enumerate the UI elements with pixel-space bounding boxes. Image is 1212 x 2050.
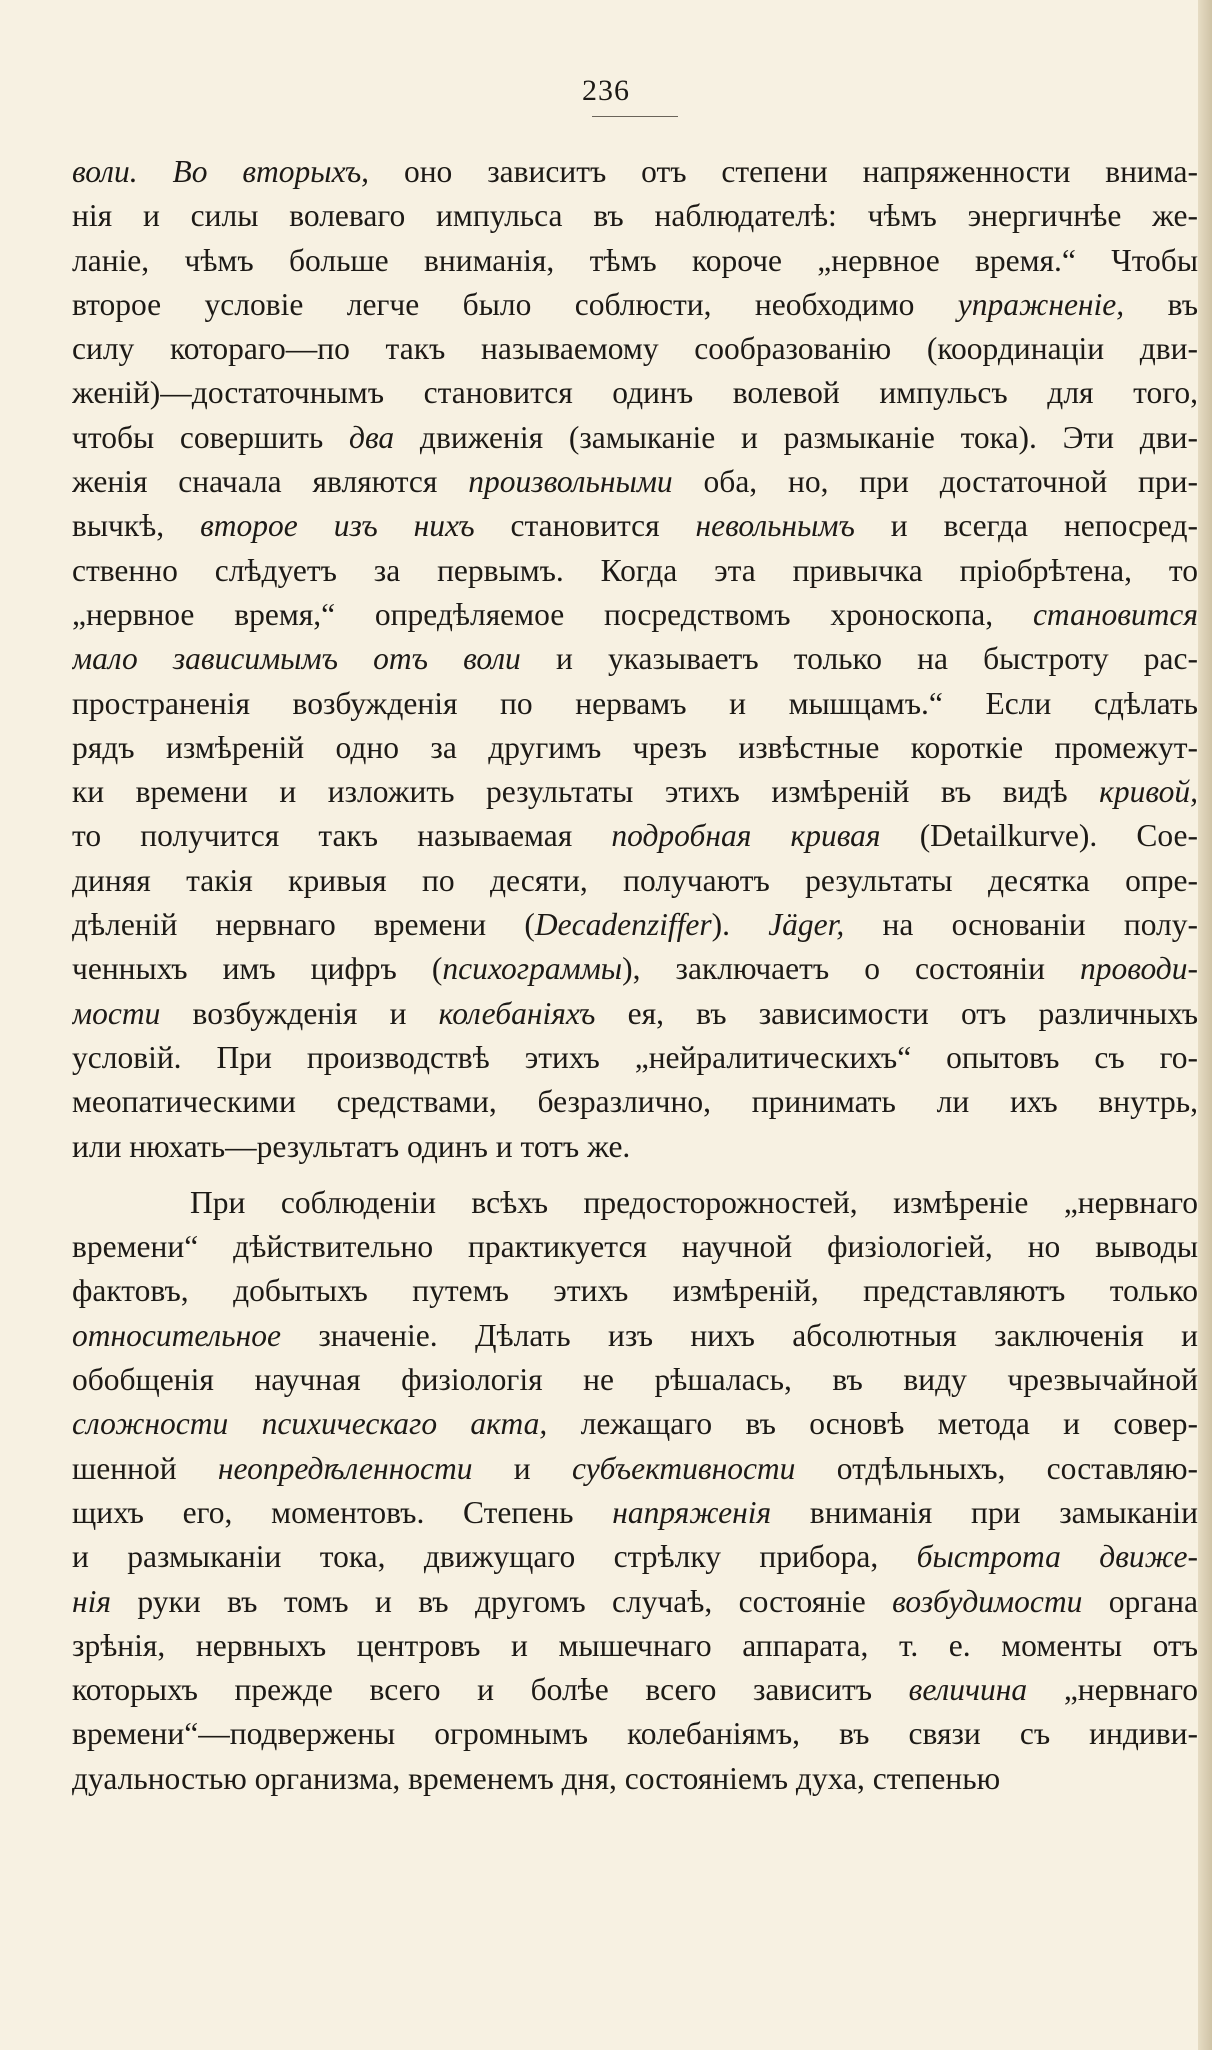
text-run: (Detailkurve). Сое- [880,818,1198,854]
italic-text: подробная кривая [611,818,881,854]
text-line [72,1080,1198,1124]
text-run: дѣленій нервнаго времени ( [72,907,535,943]
italic-text: упражненіе, [957,286,1125,322]
italic-text: относительное [72,1317,281,1353]
text-run: и [472,1450,572,1486]
text-line [72,1125,1198,1169]
text-run: времени“ дѣйствительно практикуется научной физіологіей, но выводы [72,1229,1198,1265]
text-line [72,1535,1198,1579]
text-line [72,1668,1198,1712]
text-line [72,1580,1198,1624]
text-run: руки въ томъ и въ другомъ случаѣ, состояніе [111,1583,893,1619]
text-run: фактовъ, добытыхъ путемъ этихъ измѣреній, представляютъ только [72,1273,1198,1309]
text-run: становится [474,508,696,544]
text-run: рядъ измѣреній одно за другимъ чрезъ извѣстные короткіе промежут- [72,729,1198,765]
text-run: въ [1124,286,1198,322]
page-number-underline [592,116,678,117]
text-run: лежащаго въ основѣ метода и совер- [547,1406,1198,1442]
page-edge-shadow [1198,0,1212,2050]
italic-text: субъективности [571,1450,796,1486]
italic-text: Jäger, [768,907,845,943]
text-line [72,371,1198,415]
text-run: зрѣнія, нервныхъ центровъ и мышечнаго аппарата, т. е. моменты отъ [72,1627,1198,1663]
text-run: то получится такъ называемая [72,818,612,854]
italic-text: становится [1032,596,1198,632]
text-run: возбужденія и [160,995,439,1031]
text-line [72,593,1198,637]
text-run: пространенія возбужденія по нервамъ и мышцамъ.“ Если сдѣлать [72,685,1198,721]
text-line [72,903,1198,947]
italic-text: проводи- [1079,951,1198,987]
text-line [72,150,1198,194]
italic-text: психограммы [442,951,623,987]
text-line [72,283,1198,327]
text-run: силу котораго—по такъ называемому сообразованію (координаціи дви- [72,331,1198,367]
paragraph-gap [72,1169,1198,1181]
italic-text: напряженія [612,1494,772,1530]
italic-text: мало зависимымъ отъ воли [72,641,521,677]
text-run: которыхъ прежде всего и болѣе всего зависитъ [72,1672,909,1708]
italic-text: быстрота движе- [916,1539,1198,1575]
text-run: и указываетъ только на быстроту рас- [520,641,1198,677]
text-line [72,1181,1198,1225]
text-line [72,416,1198,460]
text-line [72,549,1198,593]
italic-text: невольнымъ [695,508,855,544]
text-run: или нюхать—результатъ одинъ и тотъ же. [72,1128,631,1164]
text-line [72,726,1198,770]
italic-text: второе изъ нихъ [200,508,475,544]
text-line [72,1447,1198,1491]
text-line [72,1225,1198,1269]
text-run: ственно слѣдуетъ за первымъ. Когда эта привычка пріобрѣтена, то [72,552,1198,588]
text-run: ки времени и изложить результаты этихъ измѣреній въ видѣ [72,774,1100,810]
text-run: женія сначала являются [72,464,469,500]
text-line [72,1036,1198,1080]
text-line [72,194,1198,238]
text-run: обобщенія научная физіологія не рѣшалась, въ виду чрезвычайной [72,1362,1198,1398]
text-line [72,460,1198,504]
italic-text: кривой, [1099,774,1198,810]
page-body-text [72,150,1198,1801]
italic-text: воли. Во вторыхъ, [72,154,370,189]
text-run: дуальностью организма, временемъ дня, состояніемъ духа, степенью [72,1760,1001,1796]
text-line [72,1757,1198,1801]
text-run: значеніе. Дѣлать изъ нихъ абсолютныя заключенія и [280,1317,1198,1353]
text-line [72,1402,1198,1446]
italic-text: нія [72,1583,112,1619]
text-run: вниманія при замыканіи [771,1494,1198,1530]
paragraph [72,1181,1198,1801]
text-run: диняя такія кривыя по десяти, получаютъ результаты десятка опре- [72,862,1198,898]
italic-text: величина [908,1672,1028,1708]
text-line [72,1358,1198,1402]
italic-text: два [349,419,395,455]
text-line [72,992,1198,1036]
text-line [72,239,1198,283]
text-run: При соблюденіи всѣхъ предосторожностей, измѣреніе „нервнаго [190,1184,1198,1220]
text-run: меопатическими средствами, безразлично, принимать ли ихъ внутрь, [72,1084,1198,1120]
text-run: времени“—подвержены огромнымъ колебаніямъ, въ связи съ индиви- [72,1716,1198,1752]
text-line [72,947,1198,991]
text-run: отдѣльныхъ, составляю- [795,1450,1198,1486]
text-run: на основаніи полу- [844,907,1198,943]
text-run: женій)—достаточнымъ становится одинъ волевой импульсъ для того, [72,375,1198,411]
text-run: оно зависитъ отъ степени напряженности внима- [369,154,1198,189]
italic-text: Decadenziffer [534,907,712,943]
text-run: „нервнаго [1027,1672,1198,1708]
text-run: ея, въ зависимости отъ различныхъ [595,995,1198,1031]
text-run: движенія (замыканіе и размыканіе тока). Эти дви- [394,419,1198,455]
text-run: ланіе, чѣмъ больше вниманія, тѣмъ короче „нервное время.“ Чтобы [72,242,1198,278]
text-line [72,327,1198,371]
italic-text: мости [72,995,161,1031]
text-run: оба, но, при достаточной при- [672,464,1198,500]
italic-text: возбудимости [892,1583,1083,1619]
text-run: ), заключаетъ о состояніи [622,951,1080,987]
italic-text: сложности психическаго акта, [72,1406,548,1442]
text-line [72,1624,1198,1668]
text-line [72,682,1198,726]
text-line [72,1712,1198,1756]
text-line [72,1491,1198,1535]
text-line [72,814,1198,858]
text-run: вычкѣ, [72,508,201,544]
text-run: органа [1082,1583,1198,1619]
text-run: шенной [72,1450,218,1486]
text-run: ). [711,907,769,943]
text-run: „нервное время,“ опредѣляемое посредствомъ хроноскопа, [72,596,1033,632]
text-run: ченныхъ имъ цифръ ( [72,951,443,987]
text-line [72,504,1198,548]
paragraph [72,150,1198,1169]
text-line [72,1269,1198,1313]
text-line [72,770,1198,814]
italic-text: колебаніяхъ [438,995,596,1031]
text-run: щихъ его, моментовъ. Степень [72,1494,613,1530]
italic-text: произвольными [468,464,673,500]
text-run: и всегда непосред- [854,508,1198,544]
page-number: 236 [582,74,630,107]
text-line [72,859,1198,903]
text-line [72,1314,1198,1358]
italic-text: неопредѣленности [217,1450,473,1486]
text-line [72,637,1198,681]
text-run: второе условіе легче было соблюсти, необходимо [72,286,958,322]
text-run: чтобы совершить [72,419,350,455]
text-run: условій. При производствѣ этихъ „нейралитическихъ“ опытовъ съ го- [72,1039,1198,1075]
text-run: и размыканіи тока, движущаго стрѣлку прибора, [72,1539,917,1575]
text-run: нія и силы волеваго импульса въ наблюдателѣ: чѣмъ энергичнѣе же- [72,198,1198,234]
